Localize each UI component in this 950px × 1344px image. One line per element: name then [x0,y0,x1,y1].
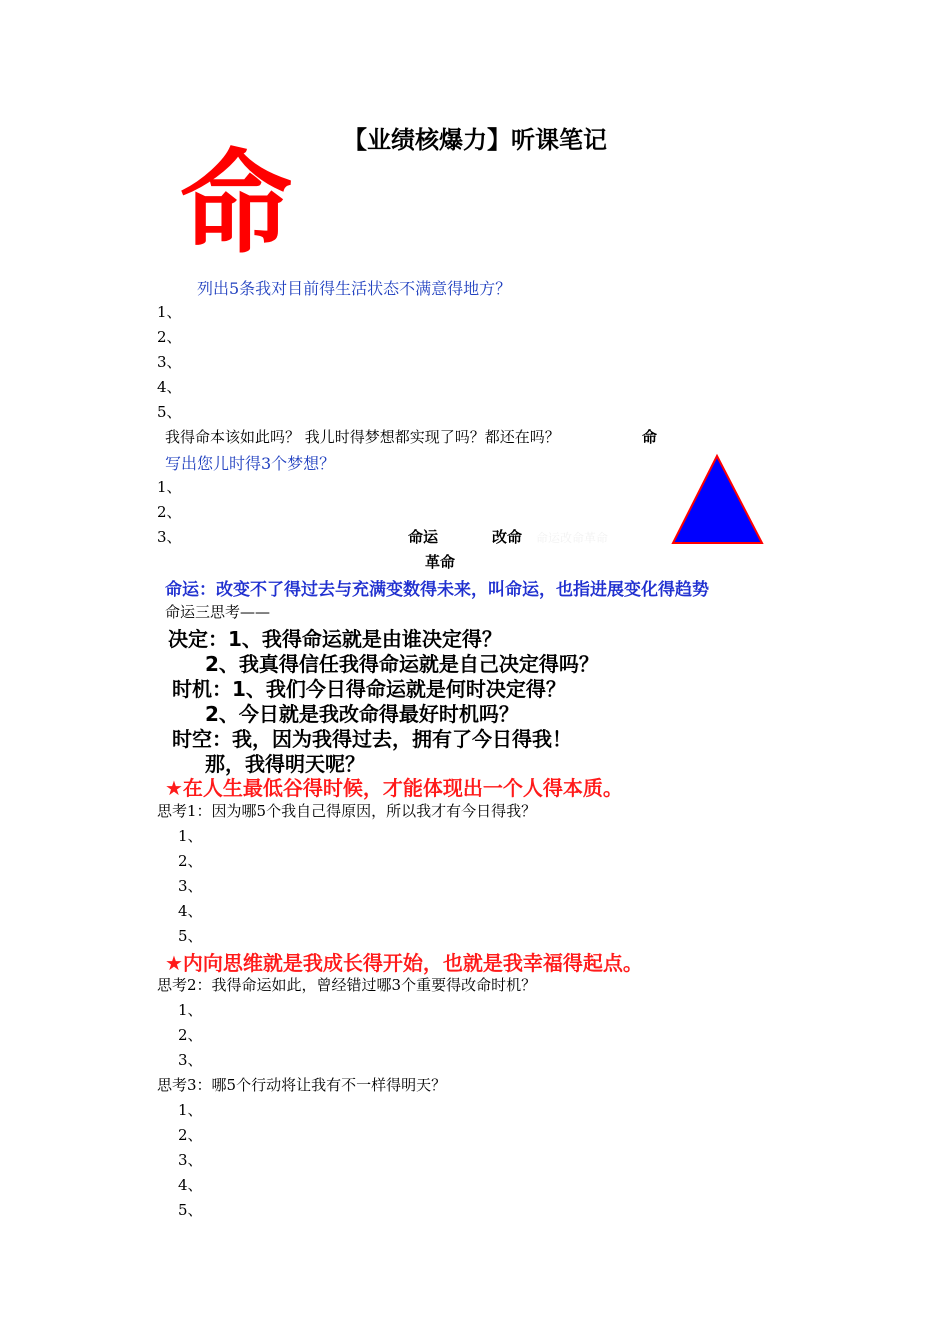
list-item: 1、 [157,303,182,321]
thought-line: 决定：1、我得命运就是由谁决定得？ [168,627,502,651]
thought-line: 时空：我，因为我得过去，拥有了今日得我！ [172,727,572,751]
list-item: 2、 [178,1126,203,1144]
star-note-2: ★内向思维就是我成长得开始，也就是我幸福得起点。 [165,951,643,975]
list-item: 5、 [157,403,182,421]
document-title: 【业绩核爆力】听课笔记 [343,125,607,154]
list-item: 2、 [178,1026,203,1044]
list-item: 3、 [157,528,182,546]
thought-line: 2、今日就是我改命得最好时机吗？ [205,702,519,726]
fate-definition: 命运：改变不了得过去与充满变数得未来，叫命运，也指进展变化得趋势 [165,580,709,600]
thought-line: 时机：1、我们今日得命运就是何时决定得？ [172,677,566,701]
diagram-right-label: 改命 [492,528,523,546]
list-item: 1、 [178,1101,203,1119]
list-item: 2、 [178,852,203,870]
list-item: 4、 [178,902,203,920]
list-item: 3、 [178,877,203,895]
diagram-faint-text: 命运改命革命 [536,531,609,545]
reflection-line: 我得命本该如此吗？ 我儿时得梦想都实现了吗？都还在吗？ [165,428,560,446]
list-item: 3、 [178,1051,203,1069]
section1-question: 列出5条我对目前得生活状态不满意得地方？ [197,279,512,298]
list-item: 1、 [178,827,203,845]
triangle-shape [673,456,762,543]
list-item: 3、 [157,353,182,371]
diagram-bottom-label: 革命 [425,553,456,571]
section2-question: 写出您儿时得3个梦想？ [165,454,336,473]
list-item: 2、 [157,503,182,521]
thought-line: 那，我得明天呢？ [205,752,365,776]
list-item: 5、 [178,1201,203,1219]
thought-line: 2、我真得信任我得命运就是自己决定得吗？ [205,652,599,676]
think2-question: 思考2：我得命运如此，曾经错过哪3个重要得改命时机？ [157,976,537,994]
big-character-ming: 命 [180,138,292,269]
star-note-1: ★在人生最低谷得时候，才能体现出一个人得本质。 [165,776,623,800]
three-thoughts-heading: 命运三思考—— [165,603,271,621]
list-item: 1、 [157,478,182,496]
triangle-diagram [670,452,766,546]
diagram-left-label: 命运 [408,528,439,546]
list-item: 5、 [178,927,203,945]
think3-question: 思考3：哪5个行动将让我有不一样得明天？ [157,1076,447,1094]
list-item: 1、 [178,1001,203,1019]
list-item: 3、 [178,1151,203,1169]
think1-question: 思考1：因为哪5个我自己得原因，所以我才有今日得我？ [157,802,537,820]
list-item: 4、 [178,1176,203,1194]
list-item: 2、 [157,328,182,346]
diagram-top-label: 命 [642,428,658,446]
list-item: 4、 [157,378,182,396]
